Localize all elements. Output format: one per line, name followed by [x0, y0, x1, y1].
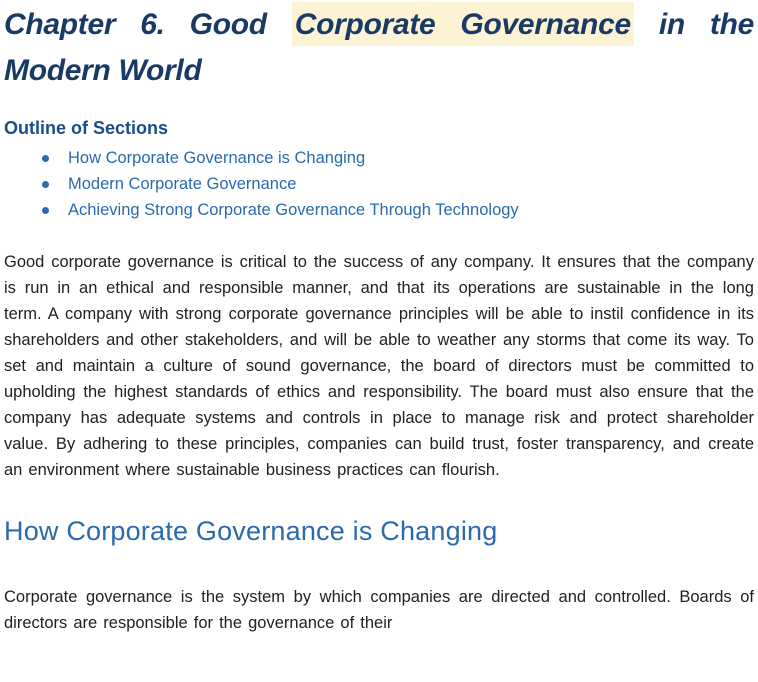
section-paragraph: Corporate governance is the system by which companies are directed and controlled. Boards of directors are responsible for the governance of their — [4, 588, 754, 632]
bullet-icon — [42, 181, 49, 188]
outline-item-label: Achieving Strong Corporate Governance Through Technology — [68, 201, 519, 219]
section-heading: How Corporate Governance is Changing — [4, 516, 498, 546]
chapter-title-line1 — [4, 2, 754, 48]
chapter-title — [4, 2, 754, 94]
outline-item-label: How Corporate Governance is Changing — [68, 149, 366, 167]
bullet-icon — [42, 207, 49, 214]
outline-list — [4, 145, 754, 223]
outline-item-modern-governance[interactable] — [68, 171, 754, 197]
chapter-title-suffix: in the — [633, 8, 755, 41]
highlighted-phrase: Corporate Governance — [292, 2, 634, 46]
intro-paragraph: Good corporate governance is critical to the success of any company. It ensures that the company is run in an ethical and responsible manner, and that its operations are sustainable in the long term. A company with strong corporate governance principles will be able to instil confidence in its shareholders and other stakeholders, and will be able to weather any storms that come its way. To set and maintain a culture of sound governance, the board of directors must be committed to upholding the highest standards of ethics and responsibility. The board must also ensure that the company has adequate systems and controls in place to manage risk and protect shareholder value. By adhering to these principles, companies can build trust, foster transparency, and create an environment where sustainable business practices can flourish. — [4, 253, 754, 479]
bullet-icon — [42, 155, 49, 162]
chapter-title-prefix: Chapter 6. Good — [4, 8, 292, 41]
outline-item-governance-technology[interactable] — [68, 197, 754, 223]
outline-item-how-governance-changing[interactable] — [68, 145, 754, 171]
chapter-title-line2: Modern World — [4, 54, 202, 87]
outline-heading: Outline of Sections — [4, 118, 169, 138]
outline-item-label: Modern Corporate Governance — [68, 175, 297, 193]
